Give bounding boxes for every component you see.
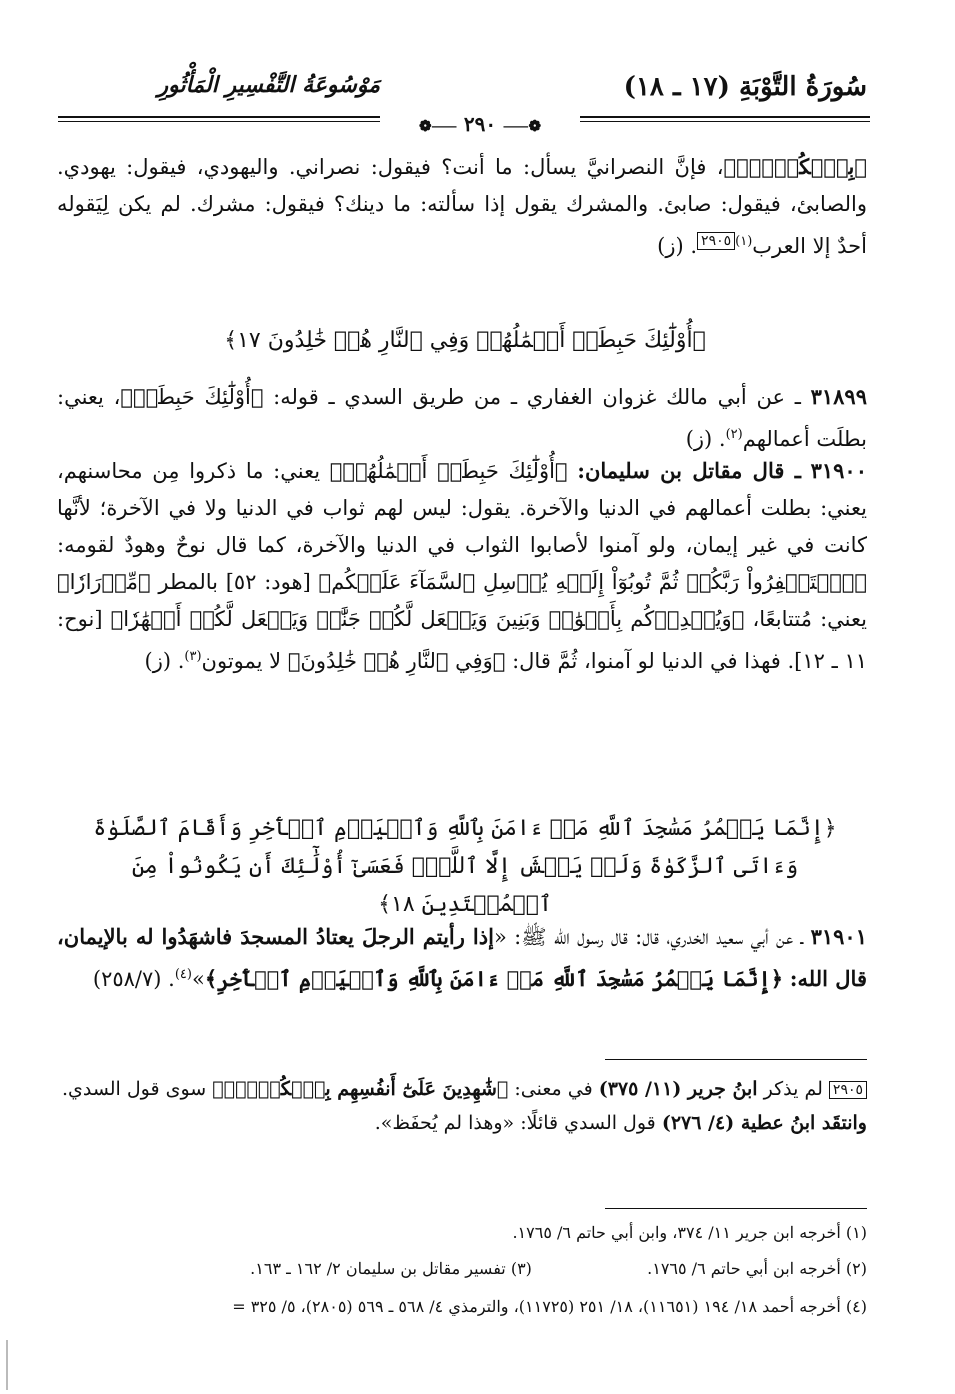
page-number: ٢٩٠ <box>463 112 497 136</box>
note-separator <box>605 1059 867 1060</box>
hadith-number: ٣١٨٩٩ <box>810 384 867 409</box>
footnote-4: (٤) أخرجه أحمد ١٨/ ١٩٤ (١١٦٥١)، ١٨/ ٢٥١ (١١٧٢٥)، والترمذي ٤/ ٥٦٨ ـ ٥٦٩ (٢٨٠٥)، ٥/ ٣٢٥ = <box>232 1297 867 1316</box>
ornament-icon: ⸺❁ <box>503 117 542 135</box>
quote-close: » <box>191 967 205 991</box>
source-tag: . (ز) <box>144 649 185 673</box>
quran-quote: ﴿إِنَّمَا يَعۡمُرُ مَسَٰجِدَ ٱللَّهِ مَنۡ ءَامَنَ بِٱللَّهِ وَٱلۡيَوۡمِ ٱلۡأٓخِرِ﴾ <box>204 966 784 991</box>
hadith-31901 <box>57 918 867 998</box>
quran-quote: ﴿شَٰهِدِينَ عَلَىٰٓ أَنفُسِهِم بِٱلۡكُفۡرِۚ﴾ <box>212 1078 509 1100</box>
hadith-speaker: ـ قال مقاتل بن سليمان: <box>577 458 801 483</box>
quran-quote: ﴿بِٱلۡكُفۡرِۚ﴾ <box>723 154 867 179</box>
hadith-31899 <box>57 378 867 458</box>
note-bold-text: ابنُ جرير (١١/ ٣٧٥) <box>598 1078 758 1100</box>
hadith-31900 <box>57 452 867 680</box>
note-ref-box: ٢٩٠٥ <box>697 232 735 250</box>
note-text: لم يذكر <box>763 1078 823 1100</box>
verse-range: (١٧ ـ ١٨) <box>623 72 730 102</box>
margin-mark <box>6 1340 8 1390</box>
hadith-text: ـ عن أبي سعيد الخدري، قال: قال رسول الله ﷺ: « <box>493 925 804 949</box>
commentary-note <box>57 1072 867 1140</box>
footnote-3: (٣) تفسير مقاتل بن سليمان ٢/ ١٦٢ ـ ١٦٣. <box>250 1259 532 1278</box>
note-bold-text: وانتقَد ابنُ عطية (٤/ ٢٧٦) <box>661 1112 867 1134</box>
note-text: قول السدي قائلًا: «وهذا لم يُحفَظ». <box>374 1112 656 1134</box>
footnote-1: (١) أخرجه ابن جرير ١١/ ٣٧٤، وابن أبي حاتم ٦/ ١٧٦٥. <box>512 1223 867 1242</box>
footnote-2: (٢) أخرجه ابن أبي حاتم ٦/ ١٧٦٥. <box>647 1259 867 1278</box>
source-tag: . (٢٥٨/٧) <box>92 967 175 991</box>
hadith-text: ﴿أُوْلَٰٓئِكَ حَبِطَتۡ أَعۡمَٰلُهُمۡ﴾ يعني: ما ذكروا مِن محاسنهم، يعني: بطلت أعمالهم في الدنيا والآخرة. يقول: ليس لهم ثواب في الدنيا ولا في الآخرة؛ لأنَّها كانت في غير إيمان، ولو آمنوا لأصابوا الثواب في الدنيا والآخرة، كما قال نوحٌ وهودٌ لقومه: ﴿ٱسۡتَغۡفِرُواْ رَبَّكُمۡ ثُمَّ تُوبُوٓاْ إِلَيۡهِ يُرۡسِلِ ٱلسَّمَآءَ عَلَيۡكُم﴾ [هود: ٥٢] بالمطر ﴿مِّدۡرَارٗا﴾ يعني: مُتتابعًا، ﴿وَيُمۡدِدۡكُم بِأَمۡوَٰلٖ وَبَنِينَ وَيَجۡعَل لَّكُمۡ جَنَّٰتٖ وَيَجۡعَل لَّكُمۡ أَنۡهَٰرٗا﴾ [نوح: ١١ ـ ١٢]. فهذا في الدنيا لو آمنوا، ثُمَّ قال: ﴿وَفِي ٱلنَّارِ هُمۡ خَٰلِدُونَ﴾ لا يموتون <box>57 459 867 673</box>
hadith-text: ـ عن أبي مالك غزوان الغفاري ـ من طريق السدي ـ قوله: ﴿أُوْلَٰٓئِكَ حَبِطَتۡ﴾، يعني: بطلَت أعمالهم <box>57 385 867 451</box>
footnote-row <box>57 1256 867 1282</box>
quran-verse-17: ﴿أُوْلَٰٓئِكَ حَبِطَتۡ أَعۡمَٰلُهُمۡ وَفِي ٱلنَّارِ هُمۡ خَٰلِدُونَ ١٧﴾ <box>224 328 706 353</box>
hadith-bold-text: إذا رأيتم الرجلَ يعتادُ المسجدَ فاشهَدُوا له بالإيمان، قال الله: <box>57 924 867 991</box>
source-tag: . (ز) <box>657 234 698 258</box>
footnote-ref: (٣) <box>184 649 202 664</box>
note-ref-box: ٢٩٠٥ <box>829 1081 867 1099</box>
footnote-ref: (٤) <box>174 967 192 982</box>
page-number-box <box>380 110 580 138</box>
running-header-surah <box>623 72 867 112</box>
source-tag: . (ز) <box>685 427 726 451</box>
footnote-ref: (١) <box>735 234 753 249</box>
book-title: مَوْسُوعَةُ التَّفْسِيرِ الْمَأْثُورِ <box>157 72 380 98</box>
quran-verse-18: ﴿إِنَّمَا يَعۡمُرُ مَسَٰجِدَ ٱللَّهِ مَنۡ ءَامَنَ بِٱللَّهِ وَٱلۡيَوۡمِ ٱلۡأٓخِرِ وَأَقَامَ ٱلصَّلَوٰةَ وَءَاتَى ٱلزَّكَوٰةَ وَلَمۡ يَخۡشَ إِلَّا ٱللَّهَۖ فَعَسَىٰٓ أُوْلَٰٓئِكَ أَن يَكُونُواْ مِنَ ٱلۡمُهۡتَدِينَ ١٨﴾ <box>93 816 837 917</box>
note-text: سوى قول السدي. <box>61 1078 207 1100</box>
intro-paragraph <box>57 148 867 265</box>
hadith-number: ٣١٩٠٠ <box>810 458 867 483</box>
footnote-separator <box>605 1208 867 1209</box>
note-text: في معنى: <box>514 1078 593 1100</box>
footnote-ref: (٢) <box>725 427 743 442</box>
hadith-number: ٣١٩٠١ <box>810 924 867 949</box>
ornament-icon: ❁⸺ <box>418 117 457 135</box>
paragraph-text: ، فإنَّ النصرانيَّ يسأل: ما أنت؟ فيقول: نصراني. واليهودي، فيقول: يهودي. والصابئ، فيقول: صابئ. والمشرك يقول إذا سألته: ما دينك؟ فيقول: مشرك. لم يكن لِيَقوله أحدٌ إلا العرب <box>57 155 867 258</box>
surah-title: سُورَةُ التَّوْبَةِ <box>738 72 867 102</box>
